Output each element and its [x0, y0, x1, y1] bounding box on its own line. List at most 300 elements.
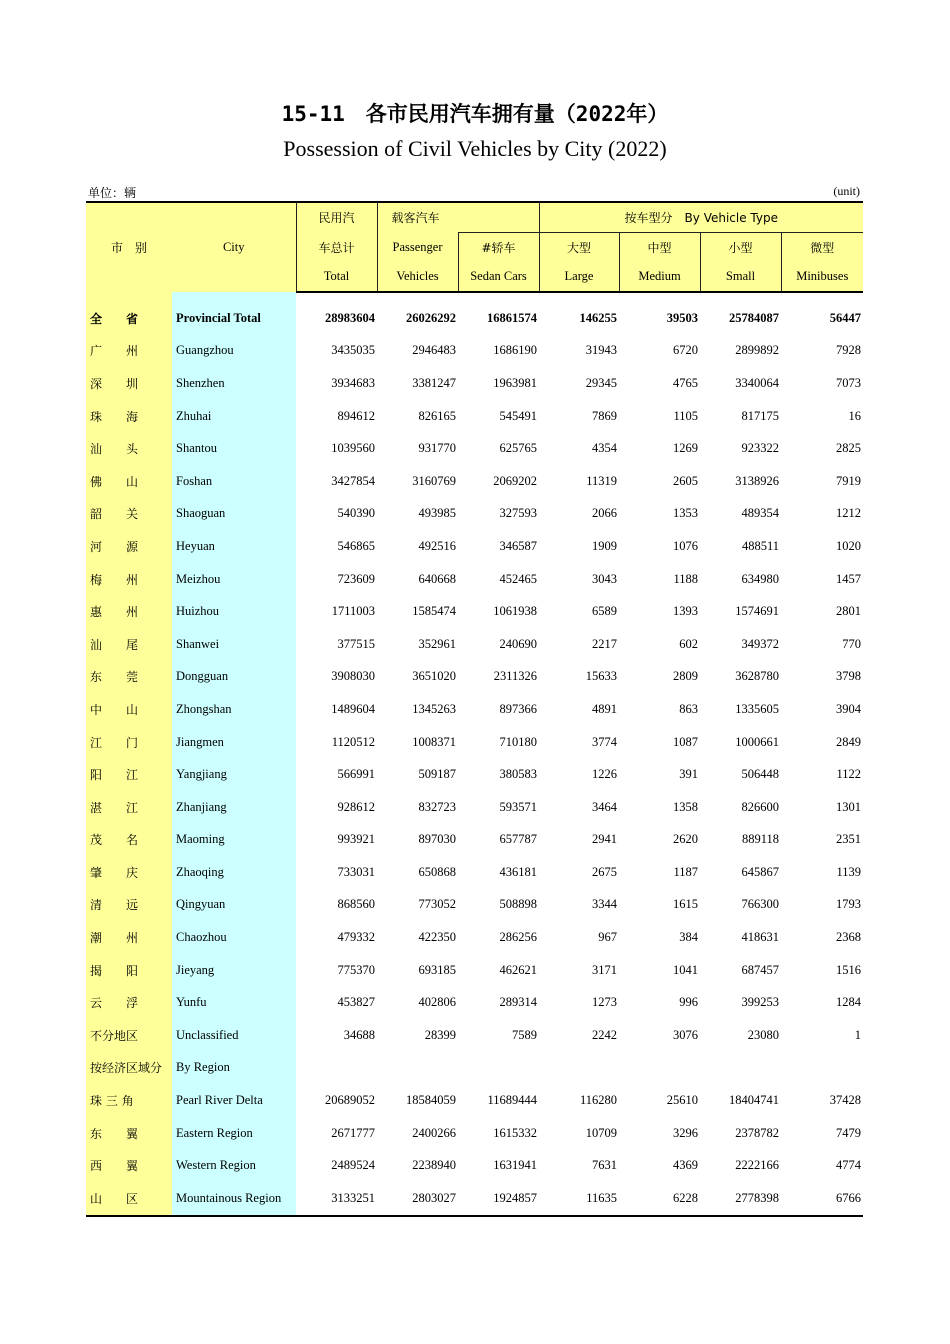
row-value-mini	[781, 1052, 863, 1085]
row-value-medium: 1105	[673, 408, 699, 423]
row-city-en: Mountainous Region	[172, 1182, 296, 1216]
row-value-passenger: 352961	[418, 636, 456, 651]
row-value-mini: 2351	[836, 832, 862, 847]
row-value-small: 766300	[741, 897, 780, 912]
row-value-sedan: 7589	[512, 1027, 538, 1042]
table-row	[86, 628, 863, 661]
row-value-large: 3344	[592, 897, 618, 912]
row-value-passenger: 640668	[418, 571, 456, 586]
row-value-mini: 1284	[836, 995, 862, 1010]
row-value-mini: 7928	[836, 343, 862, 358]
row-value-mini: 1122	[836, 767, 862, 782]
row-value-large: 2242	[592, 1027, 618, 1042]
row-value-total: 3435035	[331, 343, 375, 358]
row-city-cn: 梅 州	[86, 563, 172, 596]
row-value-large: 1273	[592, 995, 618, 1010]
row-value-passenger	[377, 1052, 458, 1085]
row-value-passenger: 832723	[418, 799, 456, 814]
row-value-large: 3171	[592, 962, 618, 977]
row-value-mini: 37428	[829, 1093, 862, 1108]
row-value-sedan: 1615332	[493, 1125, 538, 1140]
row-value-large: 4354	[592, 441, 618, 456]
row-city-cn: 东 翼	[86, 1117, 172, 1150]
row-value-total: 2671777	[331, 1125, 375, 1140]
row-value-medium: 391	[679, 767, 699, 782]
row-value-sedan: 545491	[499, 408, 538, 423]
table-row	[86, 465, 863, 498]
row-value-sedan: 710180	[499, 734, 538, 749]
table-row	[86, 791, 863, 824]
row-city-en: Zhongshan	[172, 693, 296, 726]
row-value-passenger: 2803027	[377, 1182, 458, 1216]
row-value-mini: 2801	[836, 604, 862, 619]
row-value-passenger: 2238940	[412, 1158, 456, 1173]
row-value-sedan: 508898	[499, 897, 538, 912]
row-value-small: 25784087	[729, 310, 780, 325]
row-value-mini: 2849	[836, 734, 862, 749]
row-value-small: 1574691	[735, 604, 780, 619]
row-value-large: 2941	[592, 832, 618, 847]
row-city-cn: 阳 江	[86, 758, 172, 791]
header-medium-cn: 中型	[619, 233, 700, 263]
row-value-passenger: 826165	[418, 408, 456, 423]
row-city-cn: 汕 尾	[86, 628, 172, 661]
table-row	[86, 921, 863, 954]
row-value-small: 2378782	[735, 1125, 780, 1140]
table-row	[86, 563, 863, 596]
row-value-sedan: 452465	[499, 571, 538, 586]
row-value-small: 1000661	[735, 734, 780, 749]
row-value-passenger: 493985	[418, 506, 456, 521]
row-city-en: Shenzhen	[172, 367, 296, 400]
row-city-en: Heyuan	[172, 530, 296, 563]
row-value-medium: 1087	[673, 734, 699, 749]
row-value-mini: 1793	[836, 897, 862, 912]
page-title-en: Possession of Civil Vehicles by City (2022)	[283, 136, 667, 161]
row-value-small: 418631	[741, 930, 780, 945]
row-value-medium: 602	[679, 636, 699, 651]
row-value-total: 20689052	[325, 1093, 375, 1108]
unit-label-cn: 单位：辆	[88, 186, 137, 200]
row-value-large: 31943	[585, 343, 618, 358]
row-value-small: 506448	[741, 767, 780, 782]
row-city-en: Shantou	[172, 432, 296, 465]
table-row	[86, 400, 863, 433]
row-value-small: 3138926	[735, 473, 780, 488]
row-value-large: 3043	[592, 571, 618, 586]
header-total-l1: 民用汽	[296, 202, 377, 233]
row-value-total: 546865	[337, 538, 375, 553]
row-value-sedan: 1963981	[493, 375, 538, 390]
row-value-total: 28983604	[325, 310, 375, 325]
table-row	[86, 856, 863, 889]
row-city-cn: 西 翼	[86, 1149, 172, 1182]
row-city-en: Eastern Region	[172, 1117, 296, 1150]
row-city-cn: 全 省	[86, 302, 172, 335]
row-value-small: 817175	[741, 408, 780, 423]
row-value-sedan	[458, 1052, 539, 1085]
row-value-small: 2778398	[700, 1182, 781, 1216]
row-value-mini: 7479	[836, 1125, 862, 1140]
row-value-medium: 4369	[673, 1158, 699, 1173]
row-value-small	[700, 1052, 781, 1085]
row-city-en: Huizhou	[172, 595, 296, 628]
row-value-medium: 1076	[673, 538, 699, 553]
row-value-total: 775370	[337, 962, 375, 977]
row-value-large: 7869	[592, 408, 618, 423]
unit-label-en: (unit)	[833, 184, 860, 198]
row-value-mini: 3798	[836, 669, 862, 684]
row-value-sedan: 1686190	[493, 343, 538, 358]
row-value-medium: 3296	[673, 1125, 699, 1140]
row-value-sedan: 1061938	[493, 604, 538, 619]
row-value-small: 645867	[741, 864, 780, 879]
row-city-en: Western Region	[172, 1149, 296, 1182]
row-value-large: 4891	[592, 701, 618, 716]
row-value-sedan: 289314	[499, 995, 538, 1010]
row-value-small: 23080	[747, 1027, 780, 1042]
table-row	[86, 693, 863, 726]
table-row	[86, 1182, 863, 1216]
row-value-passenger: 26026292	[406, 310, 456, 325]
row-value-sedan: 657787	[499, 832, 538, 847]
row-value-mini: 1516	[836, 962, 862, 977]
row-value-total: 868560	[337, 897, 375, 912]
row-value-mini: 1457	[836, 571, 862, 586]
header-by-vehicle-type: 按车型分 By Vehicle Type	[539, 202, 863, 233]
row-city-en: Chaozhou	[172, 921, 296, 954]
row-city-cn: 珠 三 角	[86, 1084, 172, 1117]
header-city-en: City	[172, 202, 296, 292]
row-city-en: Jieyang	[172, 954, 296, 987]
row-value-mini: 6766	[781, 1182, 863, 1216]
row-city-en: Qingyuan	[172, 889, 296, 922]
row-city-cn: 东 莞	[86, 661, 172, 694]
row-value-large: 116280	[579, 1093, 618, 1108]
row-value-mini: 1	[854, 1027, 862, 1042]
row-city-en: Zhuhai	[172, 400, 296, 433]
row-value-sedan: 11689444	[487, 1093, 538, 1108]
row-value-mini: 2368	[836, 930, 862, 945]
row-value-large: 967	[598, 930, 618, 945]
row-value-passenger: 931770	[418, 441, 456, 456]
row-value-large: 10709	[585, 1125, 618, 1140]
row-city-en: Shaoguan	[172, 498, 296, 531]
row-city-cn: 广 州	[86, 335, 172, 368]
row-city-en: By Region	[172, 1052, 296, 1085]
row-value-mini: 1139	[836, 864, 862, 879]
row-value-sedan: 1924857	[458, 1182, 539, 1216]
row-value-passenger: 1008371	[412, 734, 456, 749]
table-row	[86, 758, 863, 791]
row-city-en: Zhaoqing	[172, 856, 296, 889]
row-value-large: 11319	[586, 473, 618, 488]
row-value-sedan: 2311326	[493, 669, 538, 684]
header-mini-cn: 微型	[781, 233, 863, 263]
page-title-cn: 15-11 各市民用汽车拥有量（2022年）	[281, 102, 669, 126]
row-value-medium: 25610	[666, 1093, 699, 1108]
row-city-cn: 汕 头	[86, 432, 172, 465]
row-value-sedan: 436181	[499, 864, 538, 879]
row-value-medium: 863	[679, 701, 699, 716]
row-value-total: 540390	[337, 506, 375, 521]
row-value-medium: 4765	[673, 375, 699, 390]
table-row	[86, 726, 863, 759]
row-value-large: 2217	[592, 636, 618, 651]
row-value-mini: 1212	[836, 506, 862, 521]
spacer-row	[86, 292, 863, 302]
row-city-cn: 中 山	[86, 693, 172, 726]
row-value-medium: 2605	[673, 473, 699, 488]
table-row	[86, 824, 863, 857]
row-value-total	[296, 1052, 377, 1085]
row-value-total: 723609	[337, 571, 375, 586]
row-value-small: 2899892	[735, 343, 780, 358]
row-city-cn: 河 源	[86, 530, 172, 563]
row-value-total: 377515	[337, 636, 375, 651]
row-value-sedan: 593571	[499, 799, 538, 814]
row-city-cn: 按经济区域分	[86, 1052, 172, 1085]
vehicles-table	[86, 201, 863, 1217]
row-value-sedan: 2069202	[493, 473, 538, 488]
row-value-large: 146255	[579, 310, 618, 325]
row-city-en: Maoming	[172, 824, 296, 857]
row-value-passenger: 492516	[418, 538, 456, 553]
table-header	[86, 202, 863, 292]
row-city-en: Pearl River Delta	[172, 1084, 296, 1117]
row-value-passenger: 3651020	[412, 669, 456, 684]
header-passenger-l1: 载客汽车	[377, 202, 539, 233]
row-city-en: Guangzhou	[172, 335, 296, 368]
row-value-medium: 1041	[673, 962, 699, 977]
row-value-large: 11635	[539, 1182, 619, 1216]
row-value-total: 34688	[343, 1027, 375, 1042]
header-medium-en: Medium	[619, 262, 700, 292]
row-value-medium: 3076	[673, 1027, 699, 1042]
row-city-cn: 茂 名	[86, 824, 172, 857]
row-value-small: 3628780	[735, 669, 780, 684]
table-row	[86, 1052, 863, 1085]
row-value-medium: 1393	[673, 604, 699, 619]
row-city-en: Meizhou	[172, 563, 296, 596]
row-value-passenger: 1345263	[412, 701, 456, 716]
table-row	[86, 302, 863, 335]
row-value-medium: 1615	[673, 897, 699, 912]
header-sedan-l3: Sedan Cars	[458, 262, 539, 292]
row-value-medium: 6228	[619, 1182, 700, 1216]
row-value-small: 399253	[741, 995, 780, 1010]
table-row	[86, 1019, 863, 1052]
row-value-large: 6589	[592, 604, 618, 619]
row-city-cn: 潮 州	[86, 921, 172, 954]
row-value-total: 3934683	[331, 375, 375, 390]
row-value-medium: 2809	[673, 669, 699, 684]
row-city-cn: 肇 庆	[86, 856, 172, 889]
row-value-sedan: 16861574	[487, 310, 538, 325]
row-value-passenger: 2400266	[412, 1125, 456, 1140]
row-value-medium: 1269	[673, 441, 699, 456]
row-value-medium: 384	[679, 930, 699, 945]
row-city-cn: 清 远	[86, 889, 172, 922]
table-row	[86, 1149, 863, 1182]
row-value-small: 634980	[741, 571, 780, 586]
row-value-passenger: 773052	[418, 897, 456, 912]
row-value-passenger: 650868	[418, 864, 456, 879]
header-small-cn: 小型	[700, 233, 781, 263]
row-city-cn: 不分地区	[86, 1019, 172, 1052]
header-city-cn: 市 别	[86, 202, 172, 292]
row-value-small: 923322	[741, 441, 780, 456]
row-value-mini: 3904	[836, 701, 862, 716]
row-value-passenger: 2946483	[412, 343, 456, 358]
row-city-en: Shanwei	[172, 628, 296, 661]
row-value-passenger: 422350	[418, 930, 456, 945]
row-value-mini: 1301	[836, 799, 862, 814]
row-value-total: 894612	[337, 408, 375, 423]
row-value-small: 889118	[741, 832, 780, 847]
table-body	[86, 292, 863, 1216]
table-row	[86, 986, 863, 1019]
row-value-total: 1711003	[331, 604, 375, 619]
table-row	[86, 530, 863, 563]
row-value-medium: 1358	[673, 799, 699, 814]
row-value-total: 3908030	[331, 669, 375, 684]
header-large-cn: 大型	[539, 233, 619, 263]
row-value-medium: 1187	[673, 864, 699, 879]
row-value-passenger: 402806	[418, 995, 456, 1010]
row-value-mini: 1020	[836, 538, 862, 553]
row-value-mini: 16	[848, 408, 862, 423]
row-value-large: 2066	[592, 506, 618, 521]
header-total-l2: 车总计	[296, 233, 377, 263]
row-value-small: 687457	[741, 962, 780, 977]
row-city-cn: 深 圳	[86, 367, 172, 400]
row-value-medium: 1188	[673, 571, 699, 586]
row-value-small: 488511	[741, 538, 780, 553]
table-row	[86, 335, 863, 368]
row-value-passenger: 3160769	[412, 473, 456, 488]
row-city-cn: 揭 阳	[86, 954, 172, 987]
row-value-small: 349372	[741, 636, 780, 651]
header-passenger-l2: Passenger	[377, 233, 458, 263]
row-city-en: Foshan	[172, 465, 296, 498]
row-value-large: 7631	[592, 1158, 618, 1173]
table-row	[86, 661, 863, 694]
row-value-large: 1226	[592, 767, 618, 782]
row-value-large: 3774	[592, 734, 618, 749]
row-value-sedan: 327593	[499, 506, 538, 521]
row-city-en: Provincial Total	[172, 302, 296, 335]
row-value-large	[539, 1052, 619, 1085]
row-value-mini: 4774	[836, 1158, 862, 1173]
row-value-total: 2489524	[331, 1158, 375, 1173]
row-city-cn: 云 浮	[86, 986, 172, 1019]
row-value-passenger: 897030	[418, 832, 456, 847]
row-city-en: Jiangmen	[172, 726, 296, 759]
row-value-mini: 2825	[836, 441, 862, 456]
row-value-sedan: 286256	[499, 930, 538, 945]
row-value-mini: 56447	[829, 310, 862, 325]
row-value-large: 15633	[585, 669, 618, 684]
row-value-small: 18404741	[729, 1093, 780, 1108]
row-value-small: 2222166	[735, 1158, 780, 1173]
row-city-en: Unclassified	[172, 1019, 296, 1052]
header-small-en: Small	[700, 262, 781, 292]
row-city-cn: 山 区	[86, 1182, 172, 1216]
table-row	[86, 595, 863, 628]
row-value-total: 993921	[337, 832, 375, 847]
row-value-medium: 39503	[666, 310, 699, 325]
row-city-en: Zhanjiang	[172, 791, 296, 824]
row-value-small: 489354	[741, 506, 780, 521]
row-value-total: 453827	[337, 995, 375, 1010]
row-value-total: 3427854	[331, 473, 375, 488]
row-value-passenger: 28399	[424, 1027, 456, 1042]
header-total-l3: Total	[296, 262, 377, 292]
header-mini-en: Minibuses	[781, 262, 863, 292]
row-city-cn: 湛 江	[86, 791, 172, 824]
row-value-passenger: 509187	[418, 767, 456, 782]
row-value-large: 29345	[585, 375, 618, 390]
row-value-mini: 7919	[836, 473, 862, 488]
row-value-total: 1489604	[331, 701, 375, 716]
row-value-total: 3133251	[296, 1182, 377, 1216]
row-city-cn: 珠 海	[86, 400, 172, 433]
header-sedan-l2: #轿车	[458, 233, 539, 263]
row-city-en: Dongguan	[172, 661, 296, 694]
row-value-large: 1909	[592, 538, 618, 553]
row-value-total: 566991	[337, 767, 375, 782]
row-value-passenger: 1585474	[412, 604, 456, 619]
table-row	[86, 1117, 863, 1150]
header-passenger-l3: Vehicles	[377, 262, 458, 292]
row-city-en: Yangjiang	[172, 758, 296, 791]
row-value-mini: 7073	[836, 375, 862, 390]
row-value-medium: 6720	[673, 343, 699, 358]
row-value-sedan: 346587	[499, 538, 538, 553]
row-city-en: Yunfu	[172, 986, 296, 1019]
row-value-total: 928612	[337, 799, 375, 814]
row-value-small: 1335605	[735, 701, 780, 716]
row-value-medium: 2620	[673, 832, 699, 847]
row-value-sedan: 1631941	[493, 1158, 538, 1173]
table-row	[86, 367, 863, 400]
header-large-en: Large	[539, 262, 619, 292]
row-value-total: 479332	[337, 930, 375, 945]
row-value-large: 2675	[592, 864, 618, 879]
row-city-cn: 佛 山	[86, 465, 172, 498]
row-value-total: 1120512	[331, 734, 375, 749]
table-row	[86, 432, 863, 465]
table-row	[86, 954, 863, 987]
row-value-sedan: 240690	[499, 636, 538, 651]
row-value-medium: 1353	[673, 506, 699, 521]
row-value-total: 733031	[337, 864, 375, 879]
row-value-small: 3340064	[735, 375, 780, 390]
row-value-large: 3464	[592, 799, 618, 814]
row-city-cn: 江 门	[86, 726, 172, 759]
row-value-total: 1039560	[331, 441, 375, 456]
table-row	[86, 889, 863, 922]
row-value-medium: 996	[679, 995, 699, 1010]
row-value-passenger: 18584059	[406, 1093, 456, 1108]
row-value-sedan: 462621	[499, 962, 538, 977]
table-row	[86, 498, 863, 531]
row-value-mini: 770	[842, 636, 862, 651]
row-city-cn: 惠 州	[86, 595, 172, 628]
row-value-medium	[619, 1052, 700, 1085]
row-value-sedan: 625765	[499, 441, 538, 456]
